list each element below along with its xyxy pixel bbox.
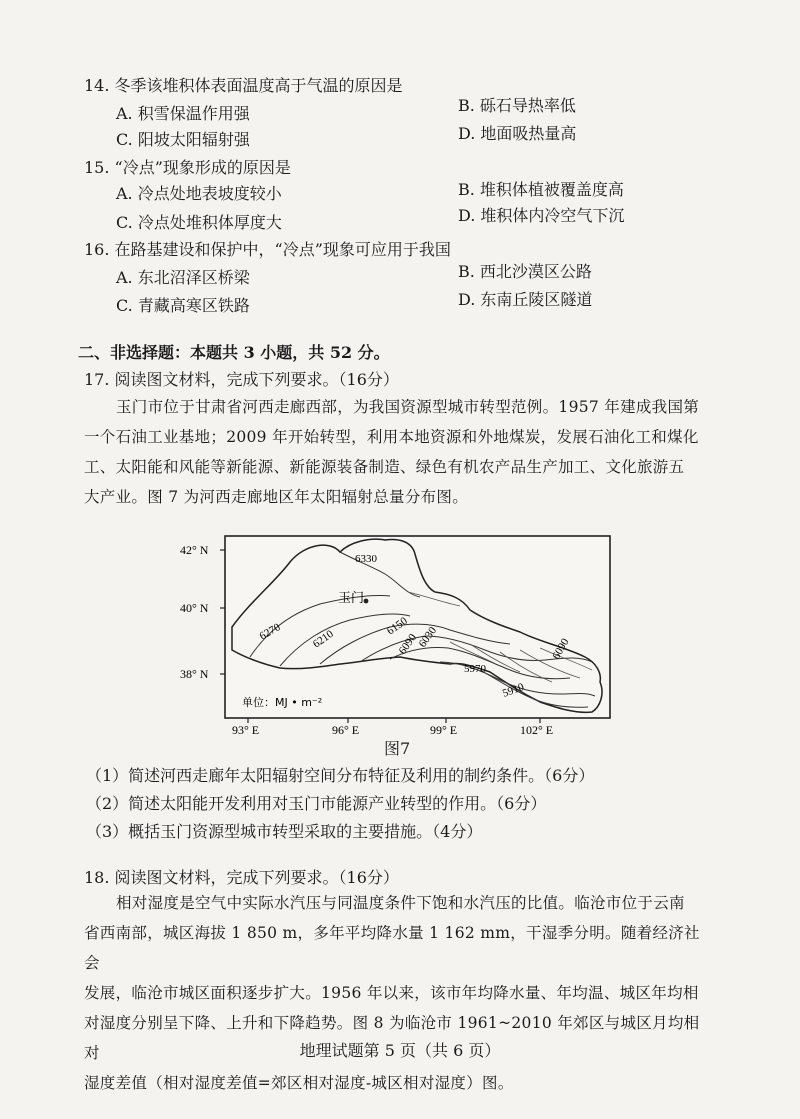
- q14-option-d: D. 地面吸热量高: [458, 124, 577, 143]
- q18-stem: 18. 阅读图文材料，完成下列要求。（16分）: [84, 868, 399, 887]
- page-footer: 地理试题第 5 页（共 6 页）: [299, 1041, 501, 1060]
- q17-passage-line: 玉门市位于甘肃省河西走廊西部，为我国资源型城市转型范例。1957 年建成我国第: [116, 398, 700, 416]
- isoline-label: 5910: [500, 681, 526, 700]
- q18-passage: [84, 888, 714, 1098]
- q17-passage-line: 一个石油工业基地；2009 年开始转型，利用本地资源和外地煤炭，发展石油化工和煤化: [84, 428, 699, 446]
- isoline-label: 6330: [355, 553, 377, 565]
- isoline-label: 6270: [257, 621, 283, 643]
- solar-radiation-map: [180, 532, 620, 767]
- q14-option-b: B. 砾石导热率低: [458, 96, 576, 115]
- lon-label: 93° E: [232, 723, 260, 737]
- q18-passage-line: 相对湿度是空气中实际水汽压与同温度条件下饱和水汽压的比值。临沧市位于云南: [116, 894, 685, 912]
- q15-option-a: A. 冷点处地表坡度较小: [116, 184, 282, 203]
- isoline-label: 6030: [416, 624, 440, 650]
- isoline-label: 6090: [550, 636, 572, 662]
- q15-option-d: D. 堆积体内冷空气下沉: [458, 206, 625, 225]
- q18-passage-line: 湿度差值（相对湿度差值=郊区相对湿度-城区相对湿度）图。: [84, 1074, 514, 1092]
- q14-option-a: A. 积雪保温作用强: [116, 104, 250, 123]
- q16-option-d: D. 东南丘陵区隧道: [458, 290, 593, 309]
- lat-label: 40° N: [180, 601, 209, 615]
- q17-sub1: （1）简述河西走廊年太阳辐射空间分布特征及利用的制约条件。（6分）: [86, 766, 595, 785]
- isoline-label: 6090: [396, 631, 420, 657]
- figure-7-map: [180, 532, 620, 767]
- unit-label: 单位：MJ • m⁻²: [242, 696, 323, 709]
- figure-7-caption: 图7: [384, 739, 411, 758]
- city-label: 玉门: [338, 591, 365, 606]
- q14-stem: 14. 冬季该堆积体表面温度高于气温的原因是: [84, 76, 403, 95]
- q15-stem: 15. “冷点”现象形成的原因是: [84, 158, 291, 177]
- section-heading: 二、非选择题：本题共 3 小题，共 52 分。: [78, 343, 390, 362]
- lon-label: 96° E: [332, 723, 360, 737]
- isoline-label: 6210: [310, 628, 336, 651]
- city-marker: [364, 599, 369, 604]
- isoline-label: 6150: [384, 615, 410, 638]
- q18-passage-line: 对湿度分别呈下降、上升和下降趋势。图 8 为临沧市 1961~2010 年郊区与城区月均相对: [84, 1014, 700, 1062]
- q15-option-c: C. 冷点处堆积体厚度大: [116, 213, 282, 232]
- q18-passage-line: 省西南部，城区海拔 1 850 m，多年平均降水量 1 162 mm，干湿季分明。随着经济社会: [84, 924, 700, 972]
- lon-label: 102° E: [520, 723, 554, 737]
- q16-option-b: B. 西北沙漠区公路: [458, 262, 592, 281]
- q17-passage-line: 大产业。图 7 为河西走廊地区年太阳辐射总量分布图。: [84, 488, 469, 506]
- q17-passage-line: 工、太阳能和风能等新能源、新能源装备制造、绿色有机农产品生产加工、文化旅游五: [84, 458, 685, 476]
- q16-stem: 16. 在路基建设和保护中，“冷点”现象可应用于我国: [84, 240, 451, 259]
- lat-label: 38° N: [180, 667, 209, 681]
- q18-passage-line: 发展，临沧市城区面积逐步扩大。1956 年以来，该市年均降水量、年均温、城区年均相: [84, 984, 699, 1002]
- q15-option-b: B. 堆积体植被覆盖度高: [458, 180, 624, 199]
- q16-option-c: C. 青藏高寒区铁路: [116, 296, 250, 315]
- q17-passage: [84, 392, 714, 512]
- q17-sub3: （3）概括玉门资源型城市转型采取的主要措施。（4分）: [86, 822, 483, 841]
- isoline-label: 5970: [464, 663, 486, 675]
- q17-stem: 17. 阅读图文材料，完成下列要求。（16分）: [84, 370, 399, 389]
- q17-sub2: （2）简述太阳能开发利用对玉门市能源产业转型的作用。（6分）: [86, 794, 547, 813]
- lon-label: 99° E: [430, 723, 458, 737]
- q16-option-a: A. 东北沼泽区桥梁: [116, 268, 250, 287]
- q14-option-c: C. 阳坡太阳辐射强: [116, 130, 250, 149]
- lat-label: 42° N: [180, 543, 209, 557]
